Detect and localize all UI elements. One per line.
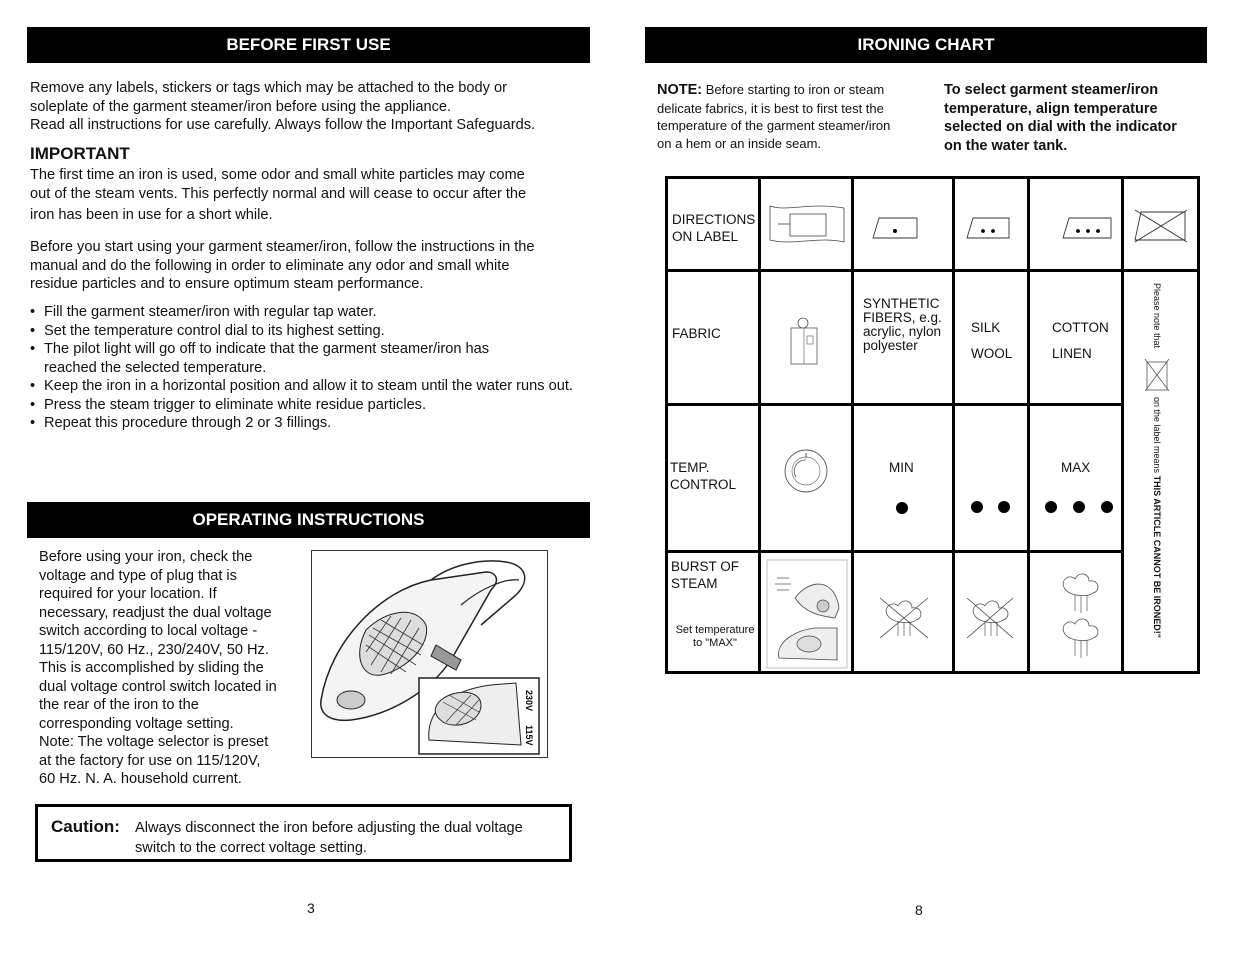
temp-dot — [998, 501, 1010, 513]
temperature-dial-icon — [782, 447, 830, 495]
note-label: NOTE: — [657, 82, 703, 98]
directions-label: DIRECTIONS ON LABEL — [672, 212, 756, 244]
iron-two-dots-icon — [965, 212, 1013, 242]
synthetic-fibers-label: SYNTHETIC FIBERS, e.g. acrylic, nylon polyester — [863, 296, 942, 353]
before-line: residue particles and to ensure optimum steam performance. — [30, 276, 424, 292]
important-line: iron has been in use for a short while. — [30, 207, 273, 223]
bullet-dot: • — [30, 396, 36, 413]
before-first-use-header: BEFORE FIRST USE — [27, 27, 590, 63]
side-note-a: Please note that — [1152, 283, 1162, 349]
silk-label: SILK — [971, 320, 1001, 335]
iron-three-dots-icon — [1061, 212, 1115, 242]
set-temperature-note: Set temperature to "MAX" — [675, 624, 755, 649]
steam-burst-iron-icon — [765, 558, 849, 670]
linen-label: LINEN — [1052, 346, 1092, 361]
bullet-dot: • — [30, 304, 36, 320]
no-steam-icon — [878, 596, 930, 640]
note-text: NOTE: Before starting to iron or steam delicate fabrics, it is best to first test the temperature of the garment steamer/iron on a hem or an inside seam. — [657, 82, 891, 151]
min-label: MIN — [889, 460, 914, 475]
intro-line: Remove any labels, stickers or tags which may be attached to the body or — [30, 80, 507, 96]
important-text — [30, 166, 600, 225]
intro-line: soleplate of the garment steamer/iron before using the appliance. — [30, 98, 452, 115]
max-label: MAX — [1061, 460, 1091, 475]
select-temperature-text: To select garment steamer/iron temperature, align temperature selected on dial with the indicator on the water tank. — [944, 82, 1177, 154]
intro-line: Read all instructions for use carefully. Always follow the Important Safeguards. — [30, 117, 536, 133]
fabric-label: FABRIC — [672, 326, 721, 341]
page-number-left: 3 — [307, 900, 315, 916]
side-note-b: on the label means THIS ARTICLE CANNOT BE IRONED!" — [1152, 397, 1162, 639]
bullet-item: • The pilot light will go off to indicate that the garment steamer/iron has reached the selected temperature. — [30, 341, 490, 376]
before-you-start-text — [30, 238, 600, 294]
temp-dot — [896, 502, 908, 514]
cell-two-dots — [952, 403, 1030, 553]
temp-control-label: TEMP. CONTROL — [670, 460, 737, 492]
cell-min — [851, 403, 955, 553]
no-steam-icon — [965, 596, 1015, 640]
bullet-item: • Press the steam trigger to eliminate white residue particles. — [30, 396, 427, 413]
steam-icon — [1057, 616, 1105, 660]
ironing-chart-header: IRONING CHART — [645, 27, 1207, 63]
important-line: The first time an iron is used, some odor and small white particles may come — [30, 167, 525, 183]
bullet-dot: • — [30, 322, 36, 339]
cell-cotton-linen — [1027, 269, 1124, 406]
caution-label: Caution: — [51, 817, 120, 836]
switch-label-115v: 115V — [524, 725, 534, 746]
bullet-dot: • — [30, 415, 36, 431]
caution-text-line1: Always disconnect the iron before adjusting the dual voltage — [135, 820, 523, 836]
bullet-dot: • — [30, 341, 36, 357]
instruction-bullets — [30, 303, 590, 433]
temp-dot — [1101, 501, 1113, 513]
iron-one-dot-icon — [871, 212, 921, 242]
wool-label: WOOL — [971, 346, 1013, 361]
switch-label-230v: 230V — [524, 690, 534, 712]
before-line: Before you start using your garment steamer/iron, follow the instructions in the — [30, 239, 535, 255]
temp-dot — [1073, 501, 1085, 513]
garment-label-icon — [768, 202, 846, 246]
operating-text: Before using your iron, check the voltage and type of plug that is required for your location. If necessary, readjust the dual voltage switch according to local voltage - 115/120V, 60 Hz., 230/240V, 50 Hz. This is accomplished by sliding the dual voltage control switch located in the rear of the iron to the corresponding voltage setting. Note: The voltage selector is preset at the factory for use on 115/120V, 60 Hz. N. A. household current. — [39, 549, 277, 787]
bullet-item: • Keep the iron in a horizontal position and allow it to steam until the water runs out. — [30, 378, 573, 394]
caution-text-line2: switch to the correct voltage setting. — [135, 840, 367, 856]
page-number-right: 8 — [915, 902, 923, 918]
temp-dot — [971, 501, 983, 513]
do-not-iron-small-icon — [1144, 358, 1170, 392]
cell-max — [1027, 403, 1124, 553]
burst-of-steam-label: BURST OF STEAM — [671, 559, 740, 591]
cotton-label: COTTON — [1052, 320, 1109, 335]
before-line: manual and do the following in order to eliminate any odor and small white — [30, 257, 510, 274]
steam-icon — [1057, 571, 1105, 615]
important-heading: IMPORTANT — [30, 144, 130, 163]
temp-dot — [1045, 501, 1057, 513]
do-not-iron-icon — [1133, 208, 1189, 244]
garment-icon — [787, 316, 823, 366]
caution-box — [35, 804, 572, 862]
bullet-item: • Set the temperature control dial to its highest setting. — [30, 322, 385, 339]
bullet-item: • Fill the garment steamer/iron with regular tap water. — [30, 304, 377, 320]
important-line: out of the steam vents. This perfectly normal and will cease to occur after the — [30, 185, 527, 202]
cell-silk-wool — [952, 269, 1030, 406]
operating-instructions-header: OPERATING INSTRUCTIONS — [27, 502, 590, 538]
bullet-item: • Repeat this procedure through 2 or 3 fillings. — [30, 415, 332, 431]
iron-voltage-switch-illustration — [311, 550, 548, 758]
intro-text — [30, 79, 600, 135]
bullet-dot: • — [30, 378, 36, 394]
ironing-chart-table — [665, 176, 1200, 674]
